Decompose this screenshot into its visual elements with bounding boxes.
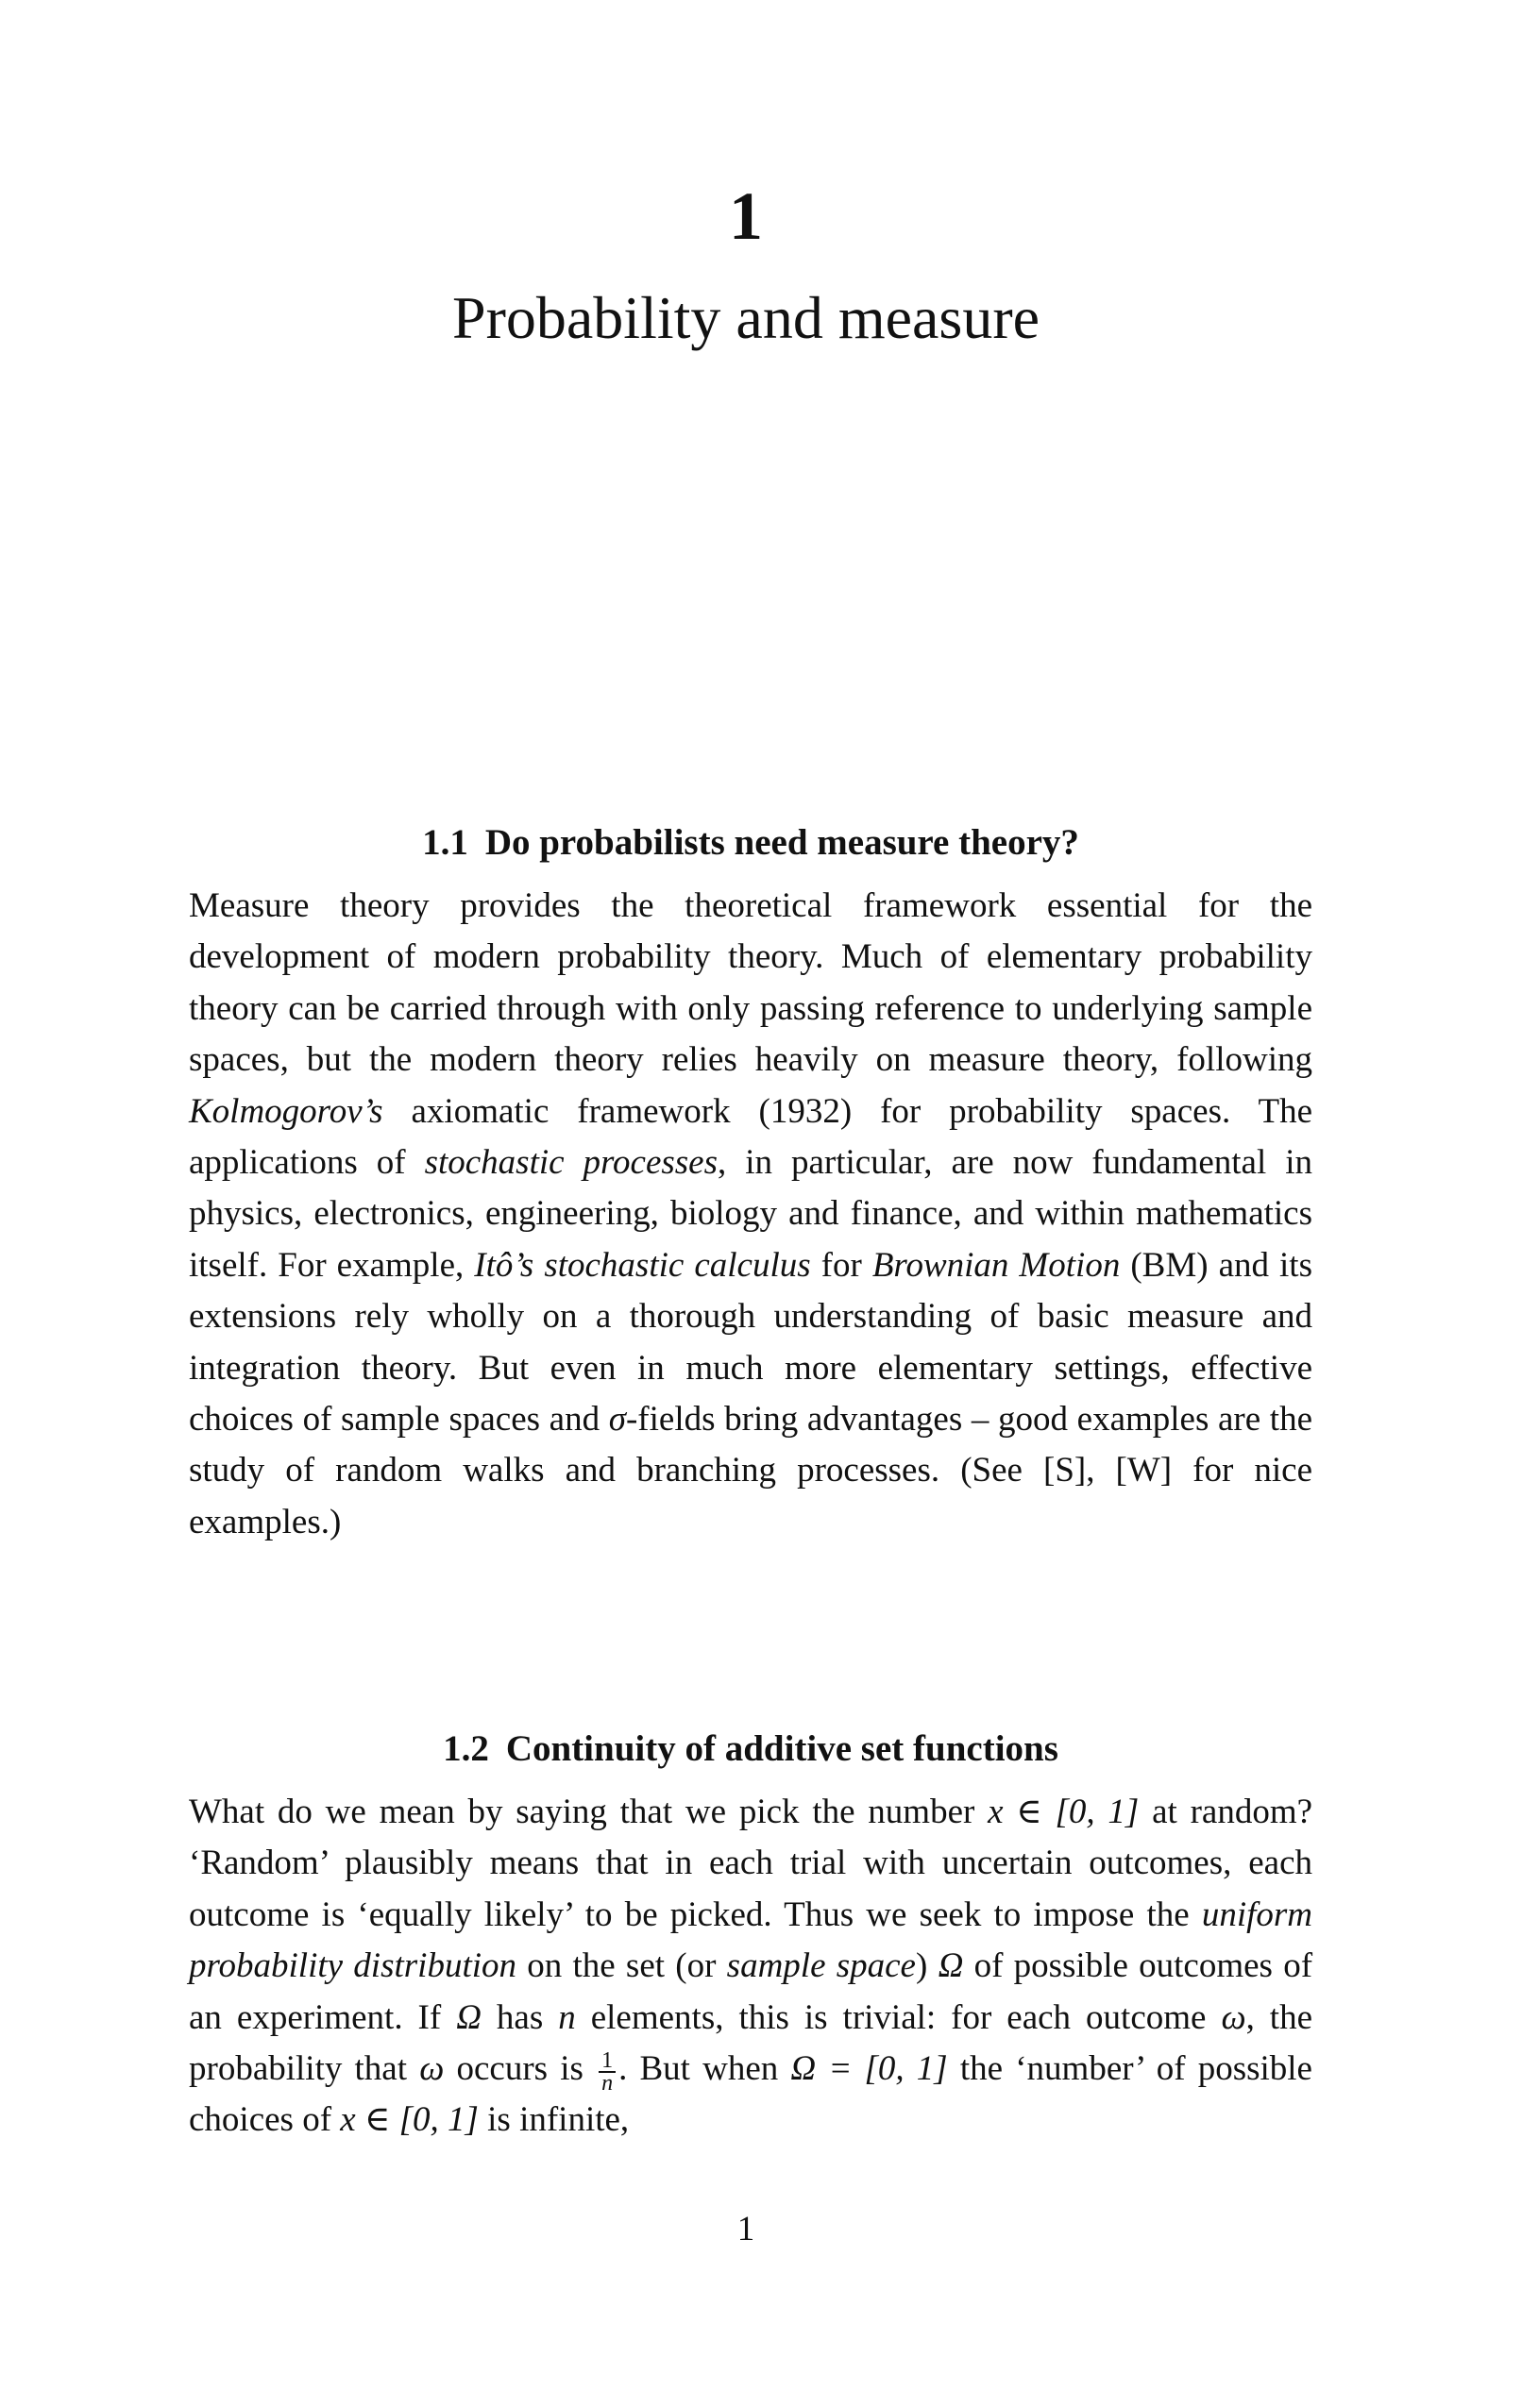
section-heading bbox=[189, 1727, 1312, 1770]
math-inline: x ∈ [0, 1] bbox=[340, 2100, 479, 2140]
math-inline: x ∈ [0, 1] bbox=[988, 1793, 1140, 1831]
math-inline: n bbox=[558, 1997, 576, 2037]
math-inline: ω bbox=[419, 2049, 445, 2089]
section-number: 1.2 bbox=[443, 1728, 489, 1769]
math-inline: Ω = [0, 1] bbox=[790, 2049, 948, 2089]
page-number: 1 bbox=[736, 2210, 755, 2248]
math-inline: ω bbox=[1221, 1997, 1246, 2037]
math-inline: Ω bbox=[938, 1946, 964, 1986]
math-inline: σ bbox=[608, 1400, 626, 1440]
emphasis: sample space bbox=[726, 1946, 916, 1986]
section-1-2 bbox=[189, 1727, 1312, 2147]
paragraph: What do we mean by saying that we pick the number x ∈ [0, 1] at random? ‘Random’ plausibly means that in each trial with uncertain outcomes, each outcome is ‘equally likely’ to be picked. Thus we seek to impose the uniform probability distribution on the set (or sample space) Ω of possible outcomes of an experiment. If Ω has n elements, this is trivial: for each outcome ω, the probability that ω occurs is $\frac{1}{n}$ . But when Ω = [0, 1] the ‘number’ of possible choices of x ∈ [0, 1] is infinite, bbox=[189, 1793, 1313, 2140]
chapter-number: 1 bbox=[729, 178, 763, 254]
fraction: $\frac{1}{n}$ bbox=[599, 2050, 616, 2094]
section-number: 1.1 bbox=[422, 822, 468, 863]
emphasis: stochastic processes bbox=[424, 1143, 719, 1183]
chapter-title: Probability and measure bbox=[451, 284, 1040, 351]
emphasis: uniform probability distribution bbox=[189, 1894, 1312, 1986]
section-heading bbox=[189, 821, 1312, 864]
section-title: Do probabilists need measure theory? bbox=[484, 822, 1079, 863]
paragraph: Measure theory provides the theoretical framework essential for the development of modern probability theory. Much of elementary probability theory can be carried through with only passing reference to underlying sample spaces, but the modern theory relies heavily on measure theory, following Kolmogorov’s axiomatic framework (1932) for probability spaces. The applications of stochastic processes, in particular, are now fundamental in physics, electronics, engineering, biology and finance, and within mathematics itself. For example, Itô’s stochastic calculus for Brownian Motion (BM) and its extensions rely wholly on a thorough understanding of basic measure and integration theory. But even in much more elementary settings, effective choices of sample spaces and σ-fields bring advantages – good examples are the study of random walks and branching processes. (See [S], [W] for nice examples.) bbox=[189, 886, 1313, 1541]
emphasis: Itô’s stochastic calculus bbox=[474, 1245, 811, 1285]
emphasis: Kolmogorov’s bbox=[189, 1091, 383, 1131]
section-title: Continuity of additive set functions bbox=[505, 1728, 1058, 1769]
math-inline: Ω bbox=[456, 1997, 482, 2037]
section-1-1 bbox=[189, 821, 1312, 1548]
emphasis: Brownian Motion bbox=[871, 1245, 1121, 1285]
